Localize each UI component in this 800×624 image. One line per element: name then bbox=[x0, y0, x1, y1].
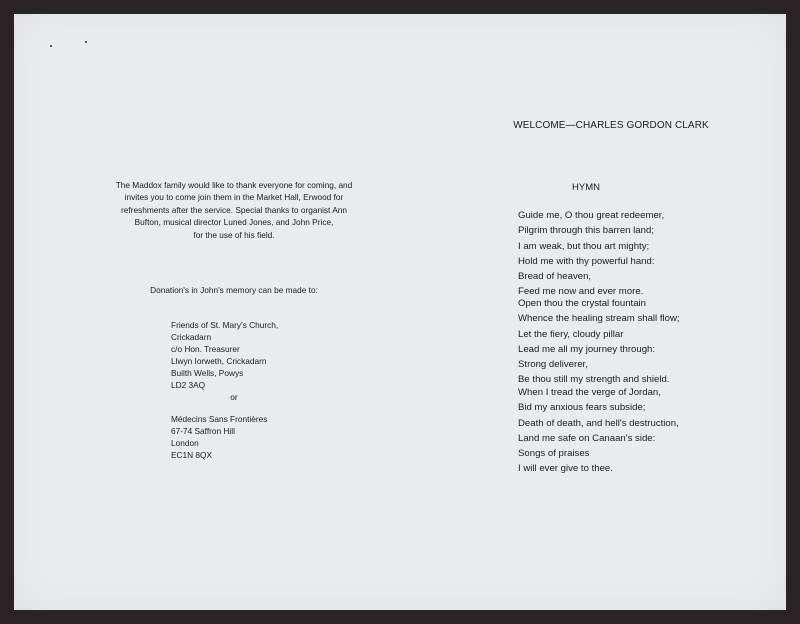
verse-line: Songs of praises bbox=[518, 448, 590, 460]
verse-line: Land me safe on Canaan's side: bbox=[518, 432, 656, 444]
thanks-line: Bufton, musical director Luned Jones, and John Price, bbox=[134, 217, 334, 228]
verse-line: Be thou still my strength and shield. bbox=[518, 374, 670, 386]
address-line: Médecins Sans Frontières bbox=[171, 414, 268, 424]
verse-line: Open thou the crystal fountain bbox=[518, 298, 646, 309]
thanks-line: refreshments after the service. Special thanks to organist Ann bbox=[121, 204, 347, 215]
thanks-line: invites you to come join them in the Market Hall, Erwood for bbox=[124, 192, 344, 203]
verse-line: Whence the healing stream shall flow; bbox=[518, 313, 680, 325]
address-msf bbox=[171, 413, 331, 461]
address-line: Friends of St. Mary's Church, bbox=[171, 320, 279, 330]
address-line: EC1N 8QX bbox=[171, 450, 213, 461]
address-line: London bbox=[171, 438, 199, 449]
or-separator: or bbox=[230, 392, 238, 402]
program-sheet bbox=[14, 14, 786, 610]
verse-line: I will ever give to thee. bbox=[518, 463, 613, 475]
thanks-paragraph bbox=[106, 179, 362, 241]
hymn-verse-2 bbox=[518, 296, 718, 388]
verse-line: Death of death, and hell's destruction, bbox=[518, 417, 679, 429]
welcome-title: WELCOME—CHARLES GORDON CLARK bbox=[513, 120, 709, 131]
donation-heading: Donation's in John's memory can be made to: bbox=[150, 285, 318, 295]
paper-speck bbox=[85, 41, 87, 43]
verse-line: When I tread the verge of Jordan, bbox=[518, 387, 661, 398]
hymn-title: HYMN bbox=[572, 182, 600, 193]
address-line: LD2 3AQ bbox=[171, 380, 206, 391]
verse-line: Feed me now and ever more. bbox=[518, 286, 644, 298]
verse-line: I am weak, but thou art mighty; bbox=[518, 240, 650, 252]
paper-speck bbox=[50, 45, 52, 47]
verse-line: Bid my anxious fears subside; bbox=[518, 402, 646, 414]
verse-line: Let the fiery, cloudy pillar bbox=[518, 328, 624, 340]
hymn-verse-3 bbox=[518, 385, 718, 477]
address-line: Llwyn Iorweth, Crickadarn bbox=[171, 356, 267, 367]
thanks-line: for the use of his field. bbox=[193, 229, 275, 240]
thanks-line: The Maddox family would like to thank everyone for coming, and bbox=[115, 180, 353, 190]
address-st-marys bbox=[171, 319, 331, 392]
verse-line: Guide me, O thou great redeemer, bbox=[518, 210, 665, 221]
address-line: 67-74 Saffron Hill bbox=[171, 426, 235, 437]
verse-line: Lead me all my journey through: bbox=[518, 343, 656, 355]
address-line: Builth Wells, Powys bbox=[171, 368, 244, 379]
address-line: c/o Hon. Treasurer bbox=[171, 344, 240, 355]
verse-line: Hold me with thy powerful hand: bbox=[518, 255, 655, 267]
address-line: Crickadarn bbox=[171, 332, 212, 343]
verse-line: Pilgrim through this barren land; bbox=[518, 225, 654, 237]
verse-line: Strong deliverer, bbox=[518, 359, 588, 371]
verse-line: Bread of heaven, bbox=[518, 271, 592, 283]
hymn-verse-1 bbox=[518, 208, 718, 300]
